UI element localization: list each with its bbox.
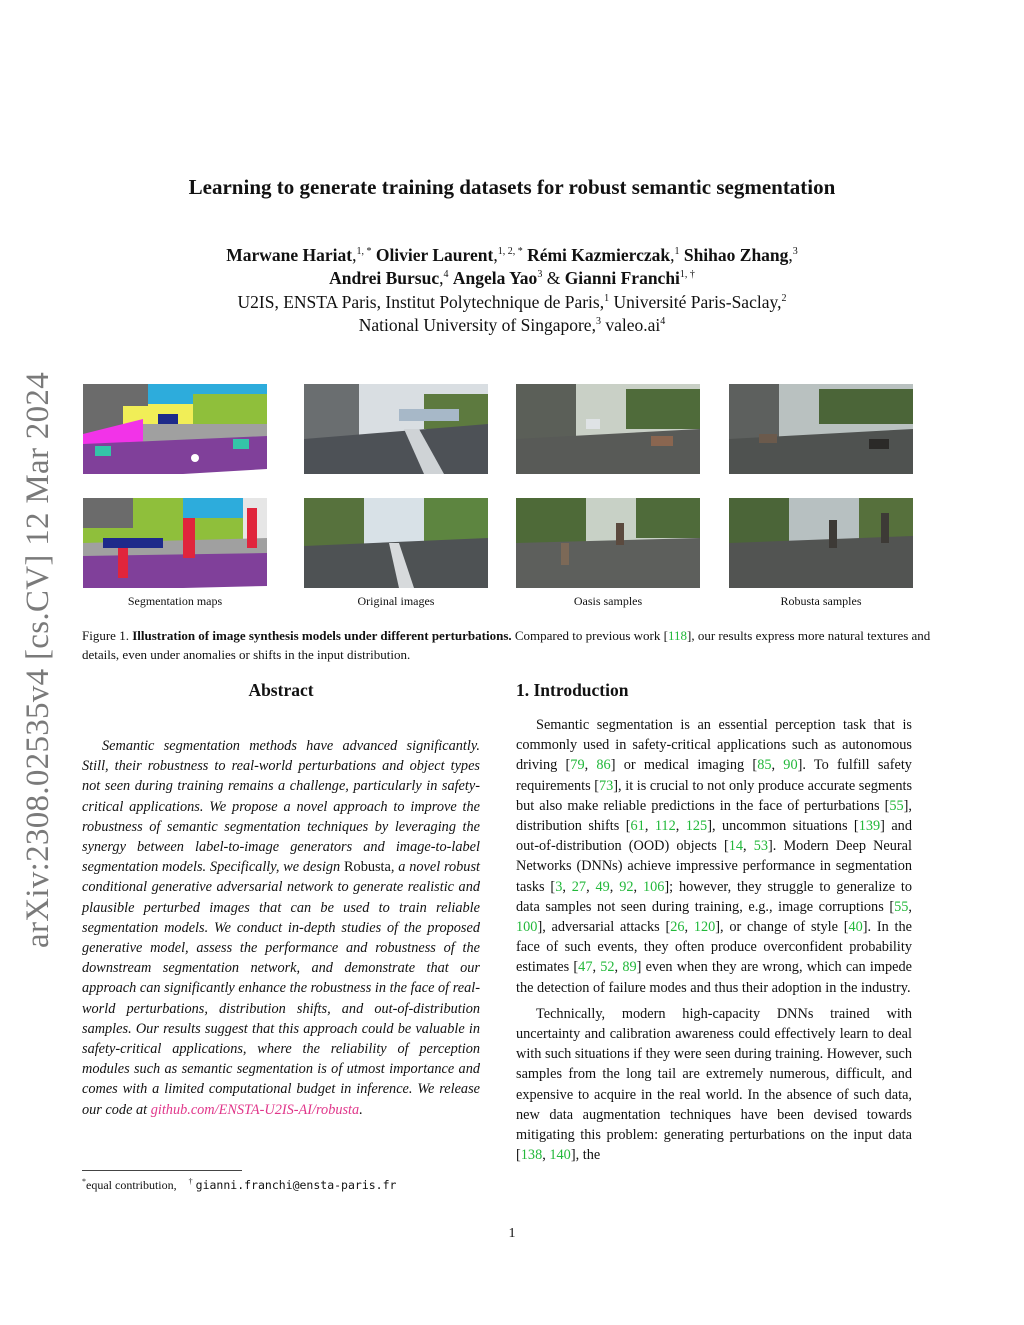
paragraph-text: ,	[592, 959, 601, 976]
method-name: Robusta	[344, 859, 391, 876]
paragraph-text: ,	[584, 757, 597, 774]
author-affil-sup: 3	[537, 269, 543, 280]
paragraph-text: ] or medical imaging [	[610, 757, 758, 774]
abstract-body: Semantic segmentation methods have advanced significantly. Still, their robustness to real-world perturbations and object types not seen during training remains a challenge, particularly in safety-critical applications. We propose a novel approach to improve the robustness of semantic segmentation techniques by leveraging the synergy between label-to-image generators and image-to-label segmentation models. Specifically, we design Robusta, a novel robust conditional generative adversarial network to generate realistic and plausible perturbed images that can be used to train reliable segmentation models. We conduct in-depth studies of the proposed generative model, assess the performance and robustness of the downstream segmentation network, and demonstrate that our approach can significantly enhance the robustness in the face of real-world perturbations, distribution shifts, and out-of-distribution samples. Our results suggest that this approach could be valuable in safety-critical applications, where the reliability of perception modules such as semantic segmentation is of utmost importance and comes with a limited computational budget in inference. We release our code at github.com/ENSTA-U2IS-AI/robusta.	[82, 738, 480, 1118]
citation-link[interactable]: 55	[889, 797, 904, 814]
introduction-paragraph-2	[516, 1004, 912, 1166]
author-line-1: Marwane Hariat,$^{1, *}$ Olivier Laurent,$^{1, 2, *}$ Rémi Kazmierczak,$^1$ Shihao Zhang,$^3$	[226, 244, 798, 265]
author-line-2: Andrei Bursuc,$^4$ Angela Yao$^3$ & Gianni Franchi$^{1, \dagger}$	[329, 267, 695, 288]
page-number: 1	[508, 1226, 516, 1241]
paragraph-text: ] even when they are wrong, which can impede the detection of failure modes and thus their adoption in the industry.	[516, 959, 912, 996]
author-name: Shihao Zhang	[683, 244, 789, 265]
paragraph-text: ]. In the face of such events, they often produce overconfident probability estimates [	[516, 919, 912, 976]
paragraph-text: ,	[743, 838, 754, 855]
citation-link[interactable]: 79	[570, 757, 585, 774]
paragraph-text: Technically, modern high-capacity DNNs trained with uncertainty and calibration awareness could effectively learn to deal with such situations if they were seen during training. However, such samples from the long tail are extremely numerous, difficult, and expensive to acquire in the real world. In the absence of such data, new data augmentation techniques have been devised towards mitigating this problem: generating perturbations on the input data [	[516, 1005, 912, 1164]
figure-label-segmentation: Segmentation maps	[127, 594, 223, 608]
paragraph-text: ]. To fulfill safety requirements [	[516, 757, 912, 794]
citation-link[interactable]: 47	[578, 959, 593, 976]
citation-link[interactable]: 85	[757, 757, 772, 774]
original-image-2	[304, 498, 488, 588]
author-affil-sup: 1	[674, 246, 680, 257]
abstract-heading: Abstract	[248, 680, 314, 700]
citation-link[interactable]: 120	[693, 919, 716, 936]
contact-email: gianni.franchi@ensta-paris.fr	[195, 1178, 397, 1192]
author-affil-sup: 1, *	[356, 246, 372, 257]
oasis-sample-2	[516, 498, 700, 588]
affiliation-line-1: U2IS, ENSTA Paris, Institut Polytechnique de Paris,$^1$ Université Paris-Saclay,$^2$	[237, 291, 787, 312]
introduction-heading: 1. Introduction	[516, 680, 629, 700]
paragraph-text: ]; however, they struggle to generalize to data samples not seen during training, e.g., image corruptions [	[516, 878, 913, 915]
citation-link[interactable]: 118	[667, 628, 687, 643]
paragraph-text: Semantic segmentation is an essential perception task that is commonly used in safety-critical applications such as autonomous driving [	[516, 717, 912, 774]
citation-link[interactable]: 112	[654, 818, 676, 835]
robusta-sample-2	[729, 498, 913, 588]
paragraph-text: ,	[771, 757, 784, 774]
citation-link[interactable]: 40	[848, 919, 863, 936]
figure-caption: Figure 1. Illustration of image synthesis models under different perturbations. Compared to previous work [118], our results express more natural textures and details, even under anomalies or shifts in the input distribution.	[82, 628, 931, 662]
paragraph-text: ,	[609, 878, 620, 895]
segmentation-map-image-2	[83, 498, 267, 588]
paragraph-text: ], distribution shifts [	[516, 797, 912, 835]
citation-link[interactable]: 138	[520, 1147, 543, 1164]
introduction-body	[516, 715, 912, 1165]
author-name: Olivier Laurent	[375, 244, 494, 265]
citation-link[interactable]: 52	[600, 959, 615, 976]
paragraph-text: ,	[542, 1147, 550, 1164]
citation-link[interactable]: 49	[595, 878, 610, 895]
figure-label-robusta: Robusta samples	[780, 594, 862, 608]
citation-link[interactable]: 61	[630, 818, 645, 835]
citation-link[interactable]: 86	[596, 757, 611, 774]
paragraph-text: ,	[586, 878, 596, 895]
paragraph-text: ,	[614, 959, 623, 976]
citation-link[interactable]: 53	[753, 838, 768, 855]
author-affil-sup: 3	[792, 246, 798, 257]
paragraph-text: ,	[675, 818, 686, 835]
citation-link[interactable]: 125	[685, 818, 708, 835]
citation-link[interactable]: 27	[571, 878, 587, 895]
figure-label-oasis: Oasis samples	[573, 594, 643, 608]
figure-label-original: Original images	[357, 594, 435, 608]
citation-link[interactable]: 90	[783, 757, 798, 774]
citation-link[interactable]: 106	[642, 878, 665, 895]
author-name: Angela Yao	[452, 267, 538, 288]
citation-link[interactable]: 26	[670, 919, 685, 936]
arxiv-identifier: arXiv:2308.02535v4 [cs.CV] 12 Mar 2024	[20, 372, 56, 948]
paragraph-text: ]. Modern Deep Neural Networks (DNNs) achieve impressive performance in segmentation tasks [	[516, 838, 912, 895]
robusta-sample-1	[729, 384, 913, 474]
paragraph-text: ,	[633, 878, 643, 895]
citation-link[interactable]: 14	[728, 838, 744, 855]
paragraph-text: ,	[644, 818, 655, 835]
author-name: Marwane Hariat	[226, 244, 353, 265]
paragraph-text: ], the	[570, 1147, 601, 1164]
affiliation-line-2: National University of Singapore,$^3$ $valeo.ai^4$	[358, 314, 666, 335]
paragraph-text: ,	[562, 878, 572, 895]
author-name: Gianni Franchi	[564, 267, 680, 288]
author-affil-sup: 1, 2, *	[497, 246, 523, 257]
footnote: *equal contribution, † gianni.franchi@ensta-paris.fr	[82, 1177, 397, 1192]
oasis-sample-1	[516, 384, 700, 474]
citation-link[interactable]: 89	[622, 959, 637, 976]
paragraph-text: ] and out-of-distribution (OOD) objects [	[516, 818, 912, 855]
paragraph-text: ], or change of style [	[715, 919, 849, 936]
paragraph-text: ,	[908, 898, 912, 915]
author-affil-sup: 1, †	[679, 269, 695, 280]
paragraph-text: ,	[684, 919, 694, 936]
author-affil-sup: 4	[443, 269, 449, 280]
author-name: Andrei Bursuc	[329, 267, 440, 288]
paragraph-text: ], adversarial attacks [	[537, 919, 671, 936]
citation-link[interactable]: 73	[599, 777, 614, 794]
citation-link[interactable]: 140	[549, 1147, 571, 1164]
code-repository-link[interactable]: github.com/ENSTA-U2IS-AI/robusta	[150, 1101, 360, 1118]
paragraph-text: ], uncommon situations [	[707, 818, 859, 835]
introduction-paragraph-1	[516, 715, 912, 998]
citation-link[interactable]: 92	[619, 878, 634, 895]
paragraph-text: ], it is crucial to not only produce accurate segments but also make reliable predictions in the face of perturbations [	[516, 777, 913, 814]
citation-link[interactable]: 55	[894, 898, 909, 915]
original-image-1	[304, 384, 488, 474]
citation-link[interactable]: 100	[516, 919, 538, 936]
citation-link[interactable]: 3	[555, 878, 563, 895]
paper-title: Learning to generate training datasets for robust semantic segmentation	[188, 175, 836, 199]
author-name: Rémi Kazmierczak	[527, 244, 671, 265]
citation-link[interactable]: 139	[858, 818, 881, 835]
footnote-rule	[82, 1170, 242, 1171]
segmentation-map-image-1	[83, 384, 267, 474]
